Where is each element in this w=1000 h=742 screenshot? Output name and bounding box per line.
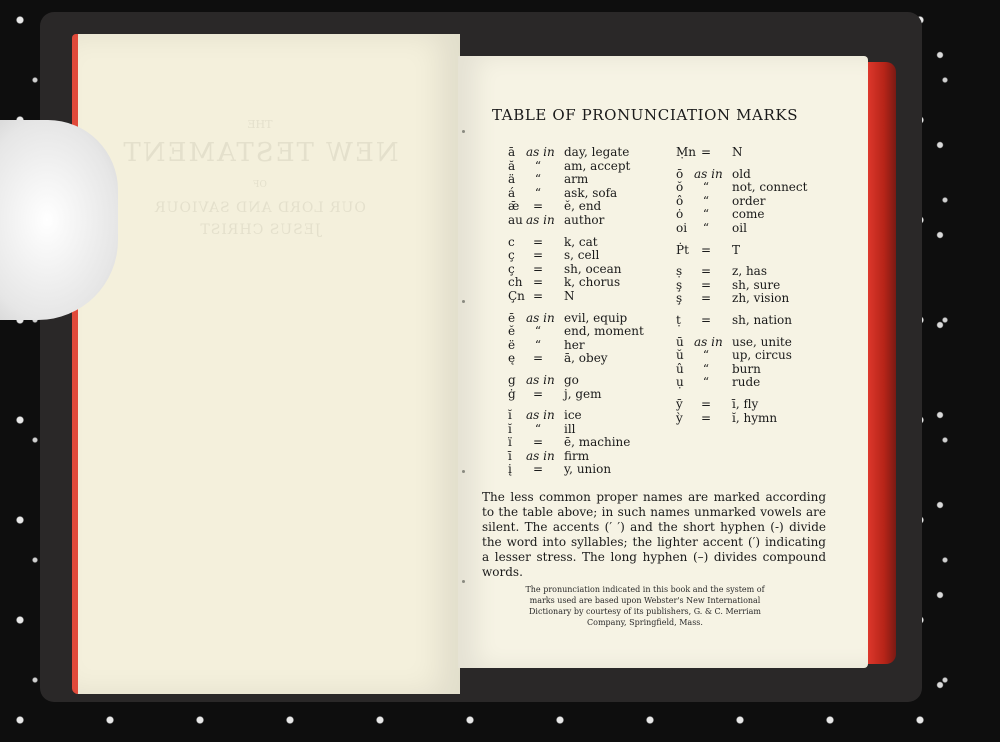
mark-operator: = xyxy=(532,261,544,276)
ghost-text-line: JESUS CHRIST xyxy=(199,222,321,238)
mark-example: ask, sofa xyxy=(564,185,618,200)
mark-example: her xyxy=(564,337,585,352)
mark-example: ā, obey xyxy=(564,351,608,366)
mark-operator: as in xyxy=(526,145,555,159)
mark-symbol: c xyxy=(508,234,515,249)
mark-operator: “ xyxy=(702,220,710,235)
mark-example: use, unite xyxy=(732,334,792,349)
mark-row xyxy=(508,352,644,366)
mark-symbol: á xyxy=(508,185,516,200)
mark-example: day, legate xyxy=(564,145,630,159)
mark-symbol: ṭ xyxy=(676,312,681,327)
mark-symbol: ch xyxy=(508,275,523,290)
mark-example: old xyxy=(732,166,751,181)
mark-example: ĭ, hymn xyxy=(732,410,778,425)
page-title: TABLE OF PRONUNCIATION MARKS xyxy=(492,106,799,124)
mark-symbol: ô xyxy=(676,193,684,208)
mark-operator: “ xyxy=(534,337,542,352)
mark-operator: “ xyxy=(702,193,710,208)
mark-operator: = xyxy=(532,275,544,290)
mark-row xyxy=(508,146,644,160)
mark-row xyxy=(676,181,807,195)
mark-row xyxy=(676,195,807,209)
mark-operator: as in xyxy=(694,334,723,349)
mark-example: j, gem xyxy=(564,386,602,401)
mark-operator: “ xyxy=(702,348,710,363)
mark-symbol: g xyxy=(508,372,516,387)
mark-row xyxy=(676,349,807,363)
mark-row xyxy=(508,388,644,402)
mark-symbol: ō xyxy=(676,166,684,181)
mark-row xyxy=(676,363,807,377)
mark-operator: = xyxy=(700,312,712,327)
mark-row xyxy=(508,276,644,290)
mark-operator: = xyxy=(700,264,712,279)
mark-example: am, accept xyxy=(564,158,631,173)
mark-operator: = xyxy=(532,199,544,214)
mark-row xyxy=(676,265,807,279)
mark-operator: as in xyxy=(526,372,555,387)
mark-row xyxy=(508,214,644,228)
mark-row xyxy=(676,398,807,412)
mark-example: ill xyxy=(564,421,576,436)
mark-operator: = xyxy=(700,396,712,411)
mark-example: N xyxy=(564,288,575,303)
mark-symbol: ṣ xyxy=(676,264,683,279)
marks-left-column xyxy=(508,146,644,477)
mark-row xyxy=(508,312,644,326)
mark-symbol: Çn xyxy=(508,288,525,303)
binding-hole xyxy=(462,300,465,303)
mark-symbol: ï xyxy=(508,435,512,450)
mark-symbol: ă xyxy=(508,158,516,173)
ghost-text-line: THE xyxy=(247,118,273,131)
mark-operator: “ xyxy=(534,185,542,200)
mark-row xyxy=(676,244,807,258)
mark-operator: = xyxy=(532,351,544,366)
mark-operator: as in xyxy=(526,310,555,325)
mark-example: author xyxy=(564,212,605,227)
mark-operator: “ xyxy=(534,324,542,339)
mark-symbol: ä xyxy=(508,172,516,187)
marks-right-column xyxy=(676,146,807,425)
mark-row xyxy=(508,374,644,388)
mark-operator: “ xyxy=(534,421,542,436)
mark-row xyxy=(508,339,644,353)
gloved-thumb xyxy=(0,120,118,320)
mark-operator: = xyxy=(532,288,544,303)
mark-example: up, circus xyxy=(732,348,792,363)
mark-symbol: au xyxy=(508,212,523,227)
footnote: The pronunciation indicated in this book and the system of marks used are based upon Webster's New International Dictionary by courtesy of its publishers, G. & C. Merriam Company, Springfield, Mass. xyxy=(525,585,765,627)
mark-symbol: ĭ xyxy=(508,421,512,436)
ghost-text-line: NEW TESTAMENT xyxy=(121,138,399,168)
mark-symbol: ŭ xyxy=(676,348,684,363)
mark-row xyxy=(676,336,807,350)
mark-example: oil xyxy=(732,220,747,235)
mark-row xyxy=(508,263,644,277)
binding-hole xyxy=(462,580,465,583)
mark-symbol: ġ xyxy=(508,386,516,401)
mark-operator: “ xyxy=(702,207,710,222)
mark-operator: = xyxy=(532,234,544,249)
explanatory-paragraph: The less common proper names are marked according to the table above; in such names unmarked vowels are silent. The accents (′ ′) and the short hyphen (-) divide the word into syllables; the lighter accent (′) indicating a lesser stress. The long hyphen (–) divides compound words. xyxy=(482,490,826,579)
mark-symbol: ȯ xyxy=(676,207,684,222)
mark-operator: = xyxy=(532,462,544,477)
mark-example: y, union xyxy=(564,462,612,477)
mark-operator: as in xyxy=(526,448,555,463)
mark-example: zh, vision xyxy=(732,291,790,306)
mark-symbol: ë xyxy=(508,337,516,352)
mark-example: rude xyxy=(732,375,761,390)
mark-operator: “ xyxy=(534,172,542,187)
mark-row xyxy=(508,436,644,450)
mark-example: burn xyxy=(732,361,761,376)
mark-example: evil, equip xyxy=(564,310,628,325)
mark-symbol: ǣ xyxy=(508,199,520,214)
mark-symbol: ī xyxy=(508,448,512,463)
mark-row xyxy=(508,173,644,187)
mark-example: ĕ, end xyxy=(564,199,602,214)
mark-symbol: ū xyxy=(676,334,684,349)
mark-operator: = xyxy=(532,435,544,450)
mark-operator: = xyxy=(700,242,712,257)
mark-symbol: û xyxy=(676,361,684,376)
mark-operator: as in xyxy=(526,408,555,423)
mark-example: come xyxy=(732,207,765,222)
mark-operator: as in xyxy=(526,212,555,227)
mark-operator: = xyxy=(532,386,544,401)
mark-example: ice xyxy=(564,408,582,423)
mark-operator: = xyxy=(700,145,712,159)
mark-example: sh, ocean xyxy=(564,261,622,276)
mark-row xyxy=(508,236,644,250)
mark-operator: “ xyxy=(702,361,710,376)
mark-example: k, cat xyxy=(564,234,598,249)
mark-example: not, connect xyxy=(732,180,808,195)
mark-row xyxy=(508,463,644,477)
mark-example: T xyxy=(732,242,741,257)
mark-row xyxy=(508,249,644,263)
mark-row xyxy=(676,146,807,160)
mark-example: k, chorus xyxy=(564,275,621,290)
mark-symbol: ȳ xyxy=(676,396,683,411)
binding-hole xyxy=(462,470,465,473)
mark-symbol: ụ xyxy=(676,375,684,390)
mark-example: go xyxy=(564,372,579,387)
mark-symbol: ş xyxy=(676,291,683,306)
mark-row xyxy=(676,208,807,222)
mark-symbol: Ṗt xyxy=(676,242,689,257)
mark-symbol: ỳ xyxy=(676,410,683,425)
mark-row xyxy=(508,187,644,201)
mark-row xyxy=(508,325,644,339)
mark-symbol: ē xyxy=(508,310,516,325)
mark-symbol: Ṃn xyxy=(676,145,697,159)
mark-symbol: ŏ xyxy=(676,180,684,195)
left-page xyxy=(72,34,460,694)
mark-symbol: ĭ xyxy=(508,408,512,423)
mark-example: sh, nation xyxy=(732,312,793,327)
mark-operator: “ xyxy=(702,180,710,195)
mark-example: N xyxy=(732,145,743,159)
mark-row xyxy=(676,314,807,328)
mark-row xyxy=(508,160,644,174)
mark-symbol: į xyxy=(508,462,512,477)
mark-operator: as in xyxy=(694,166,723,181)
mark-row xyxy=(676,222,807,236)
binding-hole xyxy=(462,130,465,133)
mark-symbol: ā xyxy=(508,145,516,159)
mark-row xyxy=(676,412,807,426)
mark-row xyxy=(676,376,807,390)
mark-row xyxy=(508,450,644,464)
mark-example: arm xyxy=(564,172,589,187)
mark-example: end, moment xyxy=(564,324,644,339)
mark-row xyxy=(508,290,644,304)
mark-row xyxy=(508,409,644,423)
ghost-text-line: OF xyxy=(253,180,267,190)
mark-operator: = xyxy=(700,291,712,306)
mark-row xyxy=(676,168,807,182)
mark-operator: “ xyxy=(702,375,710,390)
red-page-edges xyxy=(866,62,896,664)
mark-symbol: ĕ xyxy=(508,324,516,339)
mark-example: sh, sure xyxy=(732,277,781,292)
mark-operator: = xyxy=(700,277,712,292)
mark-symbol: ç xyxy=(508,248,515,263)
mark-operator: = xyxy=(532,248,544,263)
mark-example: firm xyxy=(564,448,590,463)
mark-example: z, has xyxy=(732,264,767,279)
mark-example: s, cell xyxy=(564,248,600,263)
mark-row xyxy=(508,423,644,437)
mark-example: ē, machine xyxy=(564,435,631,450)
row-gap xyxy=(676,236,807,244)
mark-symbol: ę xyxy=(508,351,516,366)
mark-symbol: ç xyxy=(508,261,515,276)
mark-symbol: ş xyxy=(676,277,683,292)
mark-example: ī, fly xyxy=(732,396,759,411)
ghost-text-line: OUR LORD AND SAVIOUR xyxy=(154,200,366,216)
mark-row xyxy=(676,279,807,293)
mark-operator: “ xyxy=(534,158,542,173)
mark-operator: = xyxy=(700,410,712,425)
mark-row xyxy=(676,292,807,306)
mark-example: order xyxy=(732,193,766,208)
mark-symbol: oi xyxy=(676,220,688,235)
mark-row xyxy=(508,200,644,214)
